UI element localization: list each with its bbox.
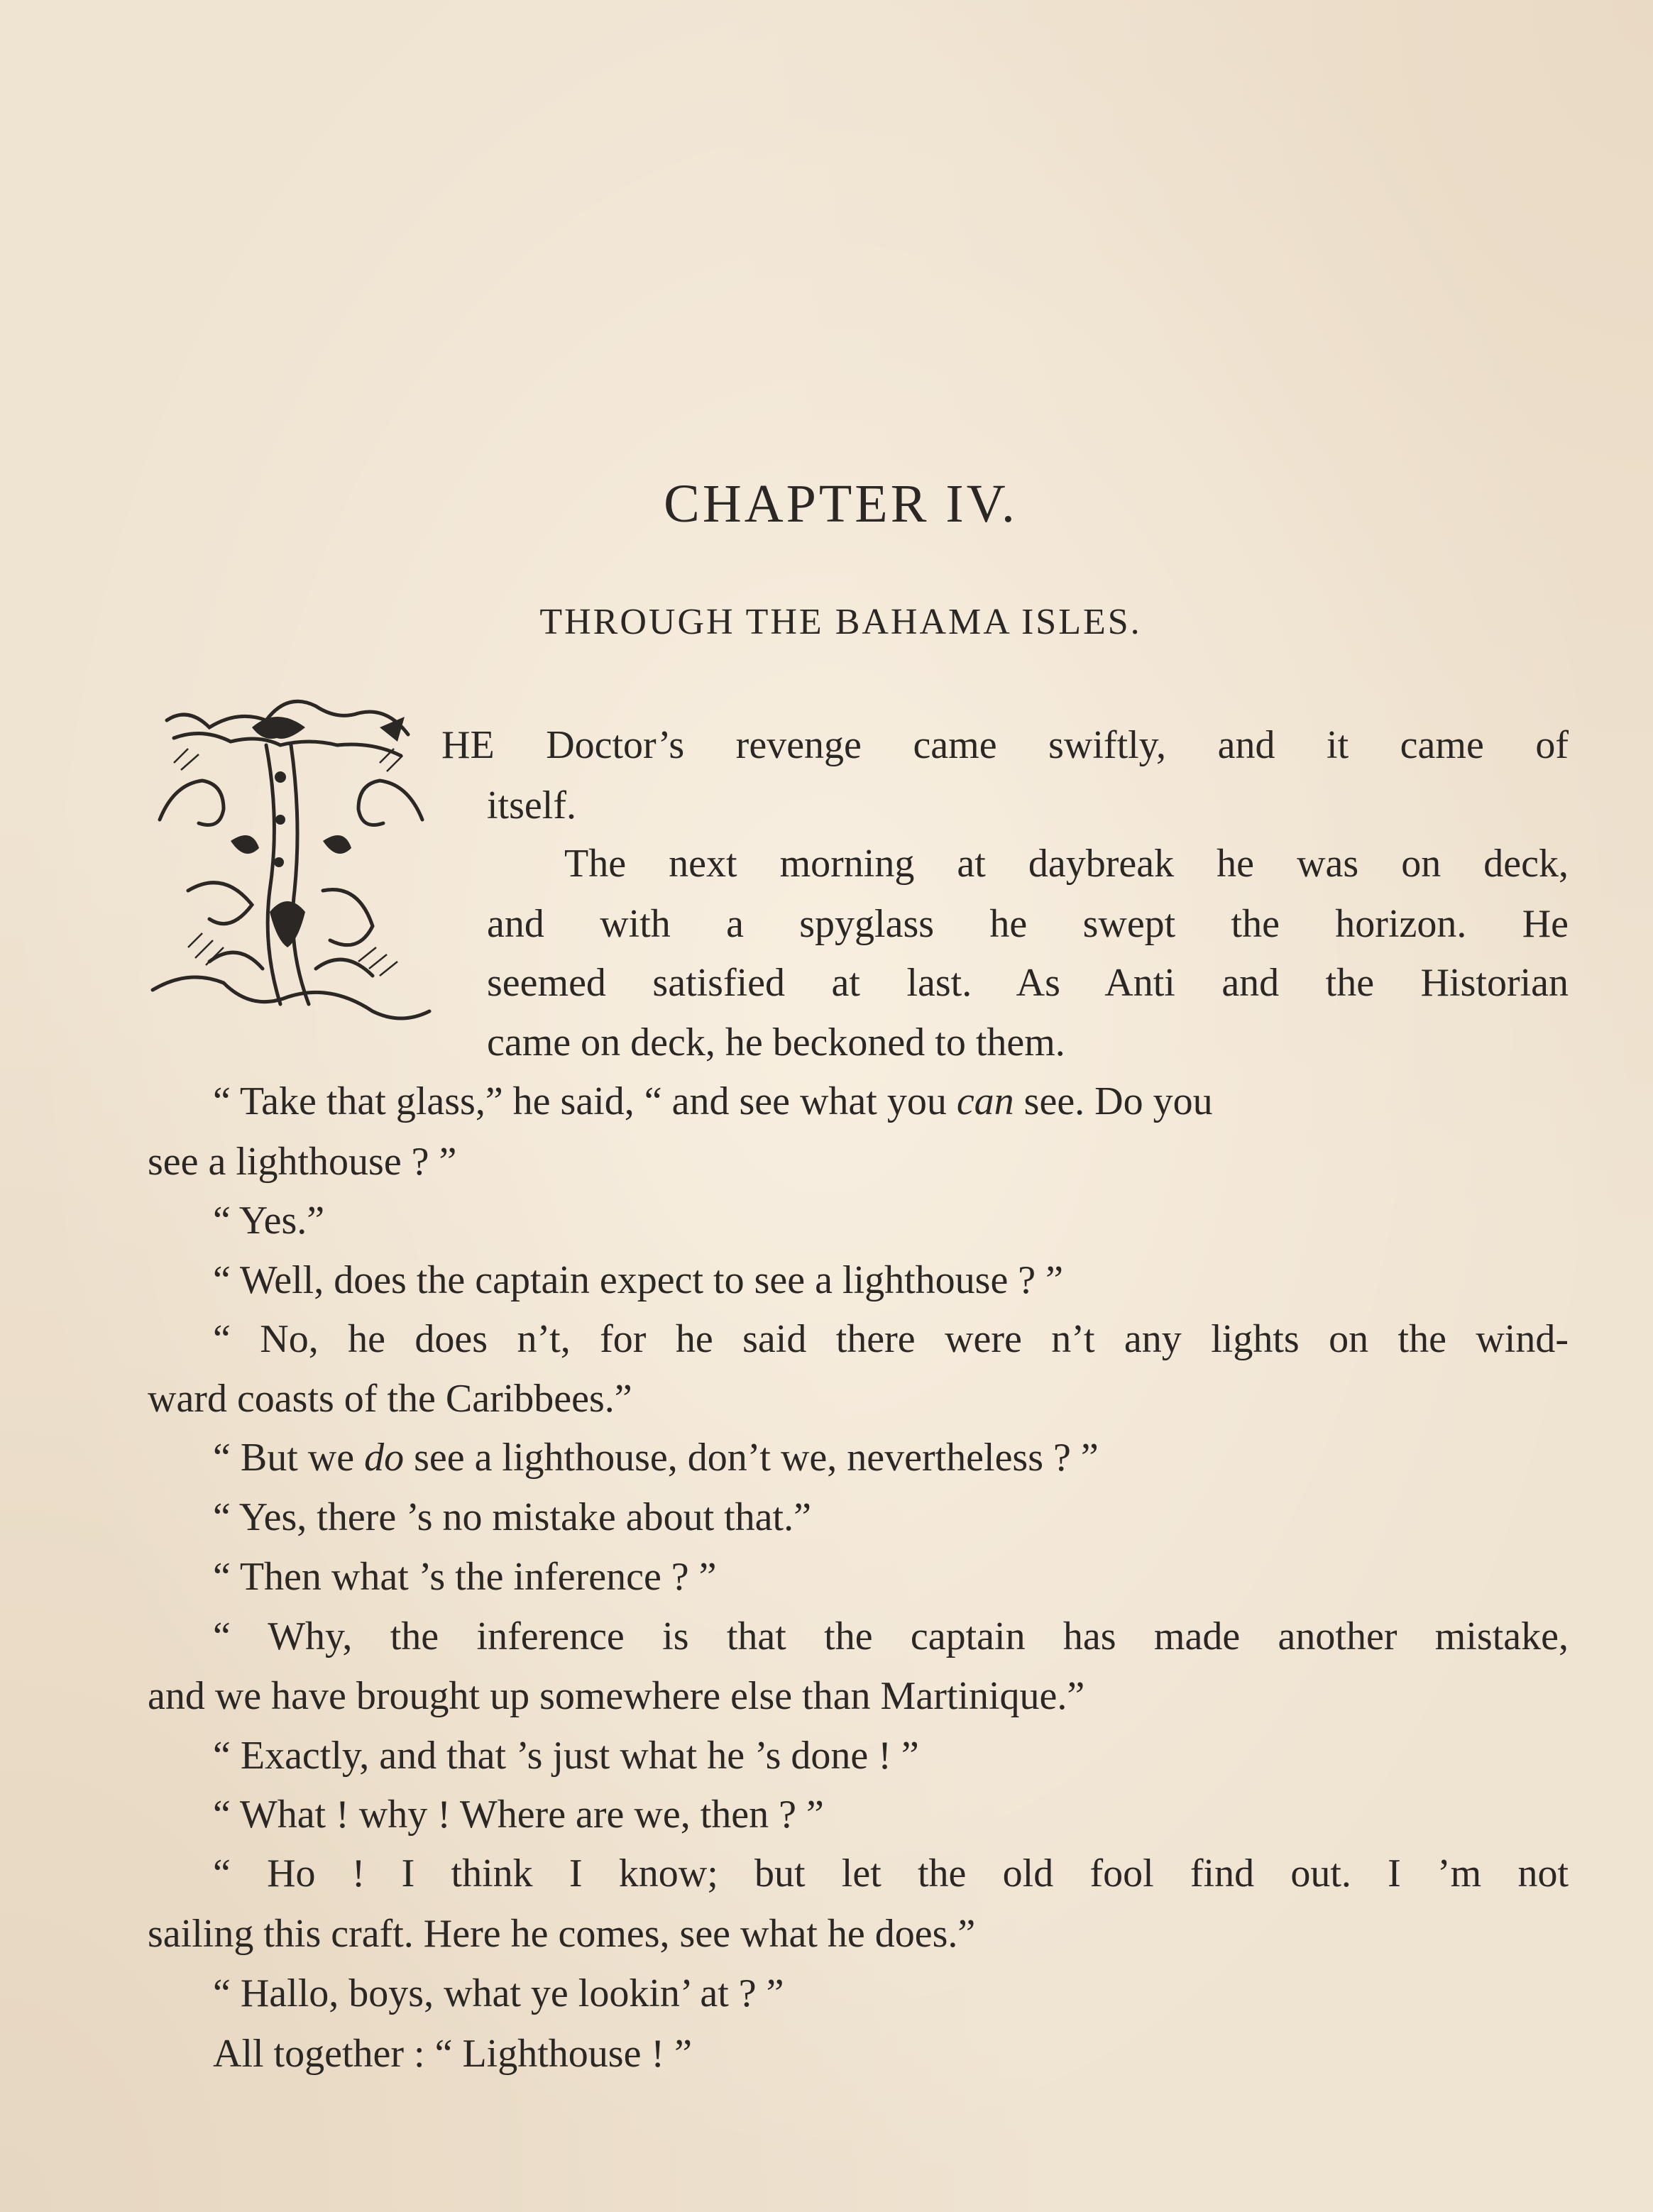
chapter-title: CHAPTER IV. [664,474,1018,534]
text-line: ward coasts of the Caribbees.” [148,1377,632,1421]
italic-word: do [364,1436,405,1480]
italic-word: can [956,1079,1014,1123]
text-line: “ Then what ’s the inference ? ” [213,1555,717,1599]
text-line: “ Well, does the captain expect to see a lighthouse ? ” [213,1258,1064,1302]
text-line: “ Ho ! I think I know; but let the old fool find out. I ’m not [213,1851,1569,1895]
text-line: “ Yes.” [213,1199,325,1243]
text-line: “ Why, the inference is that the captain has made another mistake, [213,1614,1569,1658]
decorated-initial-t-icon [145,678,433,1040]
text-fragment: “ Take that glass,” he said, “ and see what you can see. Do you [213,1079,1213,1123]
text-line: All together : “ Lighthouse ! ” [213,2032,692,2076]
text-line: “ Hallo, boys, what ye lookin’ at ? ” [213,1971,784,2015]
text-line: itself. [487,783,576,827]
text-line [213,1072,1569,1131]
text-line: HE Doctor’s revenge came swiftly, and it came of [441,723,1569,767]
text-line: “ Exactly, and that ’s just what he ’s done ! ” [213,1734,919,1778]
text-line: “ Yes, there ’s no mistake about that.” [213,1495,811,1539]
text-line: see a lighthouse ? ” [148,1140,457,1184]
chapter-subtitle: THROUGH THE BAHAMA ISLES. [539,602,1142,642]
text-line: seemed satisfied at last. As Anti and the Historian [487,961,1569,1005]
text-line: sailing this craft. Here he comes, see what he does.” [148,1912,976,1956]
text-line: “ But we do see a lighthouse, don’t we, nevertheless ? ” [213,1436,1099,1480]
text-line: came on deck, he beckoned to them. [487,1020,1065,1064]
text-line: “ What ! why ! Where are we, then ? ” [213,1793,824,1837]
text-line: The next morning at daybreak he was on deck, [564,842,1569,886]
text-line: and we have brought up somewhere else than Martinique.” [148,1674,1085,1718]
text-line: and with a spyglass he swept the horizon. He [487,902,1569,946]
text-line: “ No, he does n’t, for he said there were n’t any lights on the wind- [213,1317,1569,1361]
